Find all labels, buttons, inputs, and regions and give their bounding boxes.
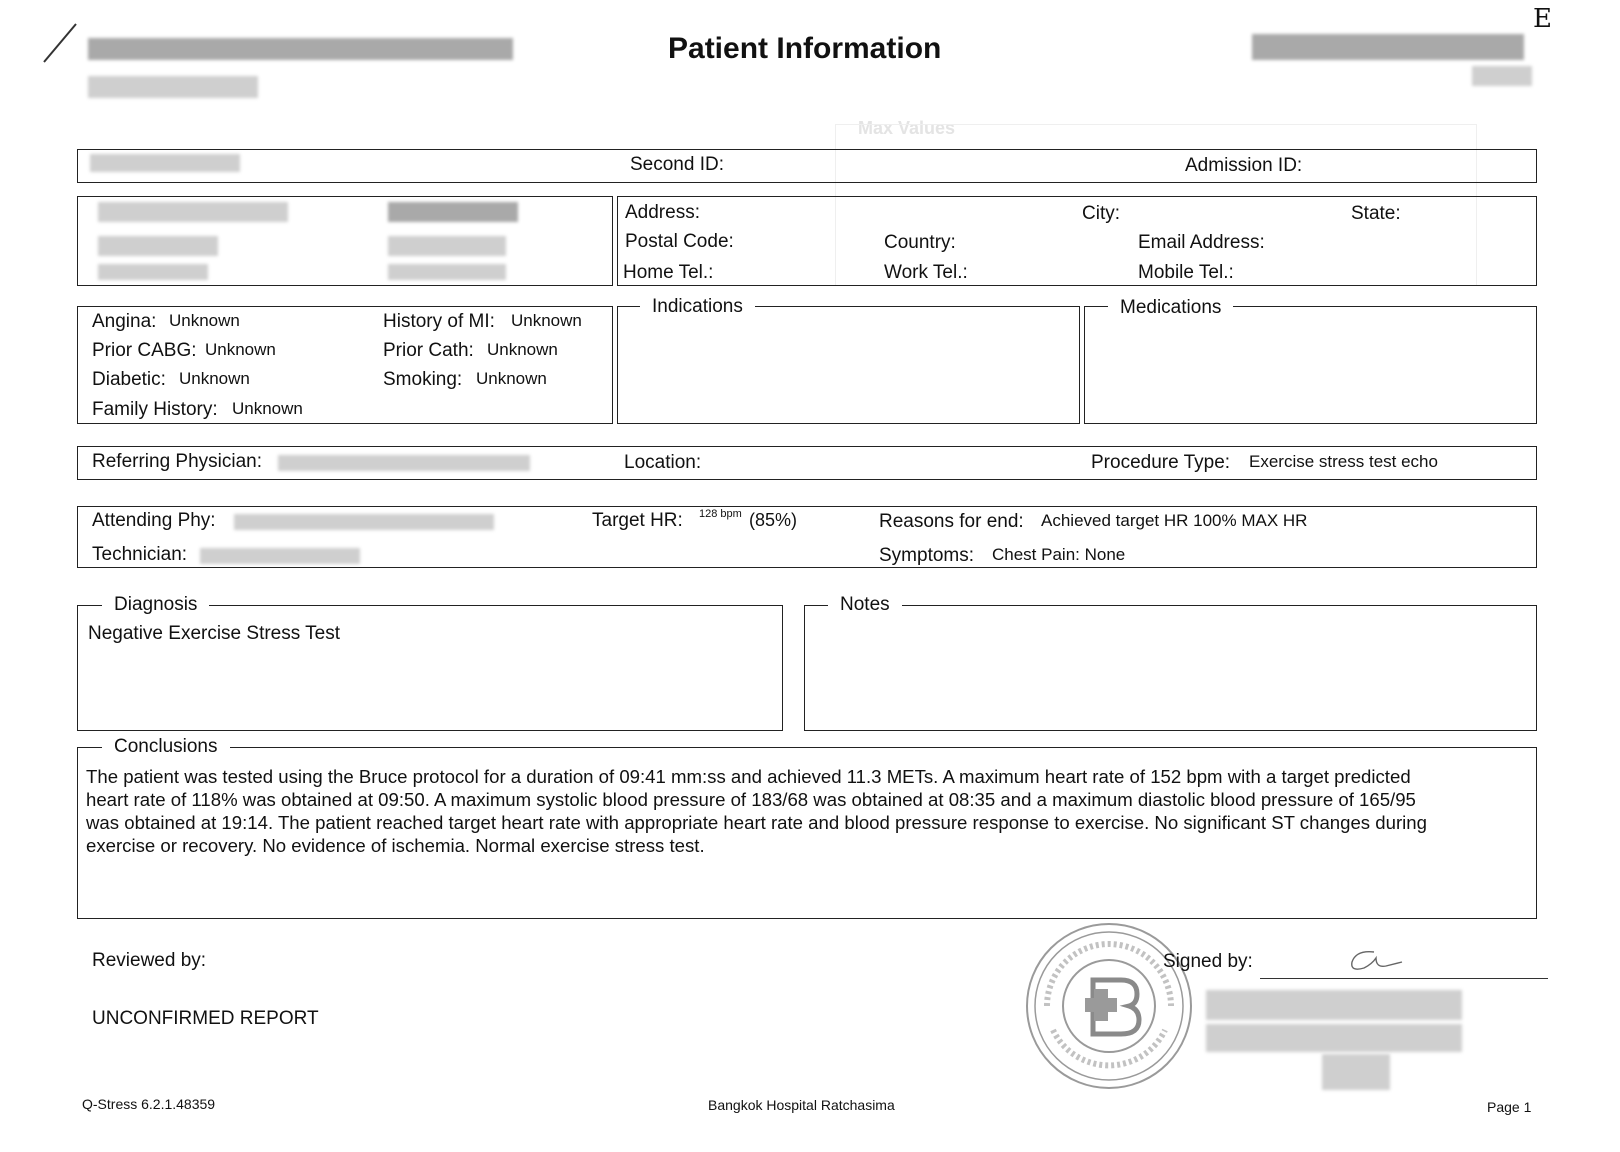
- redacted-technician: [200, 548, 360, 564]
- medications-box: [1084, 306, 1537, 424]
- prior-cabg-label: Prior CABG:: [92, 340, 197, 361]
- country-label: Country:: [884, 232, 956, 253]
- prior-cath-value: Unknown: [487, 340, 558, 359]
- history-of-mi-label: History of MI:: [383, 311, 495, 332]
- technician-label: Technician:: [92, 544, 188, 565]
- handwritten-corner-mark: E: [1533, 4, 1552, 34]
- conclusions-line: was obtained at 19:14. The patient reached target heart rate with appropriate heart rate and blood pressure response to exercise. No significant ST changes during: [86, 812, 1427, 833]
- redacted-referring-physician: [278, 455, 530, 471]
- redacted-attending-physician: [234, 514, 494, 530]
- angina-label: Angina:: [92, 311, 157, 332]
- diabetic-label: Diabetic:: [92, 369, 166, 390]
- attending-phy-label: Attending Phy:: [92, 510, 216, 531]
- hospital-name: Bangkok Hospital Ratchasima: [708, 1097, 895, 1113]
- location-label: Location:: [624, 452, 702, 473]
- handwritten-signature: [1346, 944, 1406, 976]
- email-address-label: Email Address:: [1138, 232, 1265, 253]
- diabetic-value: Unknown: [179, 369, 250, 388]
- report-status: UNCONFIRMED REPORT: [92, 1008, 319, 1029]
- redacted-header-right-2: [1472, 66, 1532, 86]
- indications-title: Indications: [640, 296, 755, 318]
- referring-physician-label: Referring Physician:: [92, 451, 263, 472]
- redacted-demographics-3: [98, 264, 208, 280]
- signature-line: [1260, 978, 1548, 979]
- reviewed-by-label: Reviewed by:: [92, 950, 207, 971]
- address-label: Address:: [625, 202, 700, 223]
- target-hr-percent: (85%): [749, 510, 798, 530]
- reasons-for-end-value: Achieved target HR 100% MAX HR: [1041, 511, 1308, 530]
- state-label: State:: [1351, 203, 1401, 224]
- medications-title: Medications: [1108, 297, 1233, 319]
- show-through-heading: Max Values: [858, 118, 956, 138]
- diagnosis-title: Diagnosis: [102, 594, 209, 616]
- conclusions-line: exercise or recovery. No evidence of ischemia. Normal exercise stress test.: [86, 835, 705, 856]
- redacted-demographics-5: [388, 236, 506, 256]
- redacted-patient-name-1: [88, 38, 513, 60]
- redacted-patient-name-2: [88, 76, 258, 98]
- redacted-header-right-1: [1252, 34, 1524, 60]
- diagnosis-text: Negative Exercise Stress Test: [88, 623, 341, 644]
- admission-id-label: Admission ID:: [1185, 155, 1303, 176]
- family-history-value: Unknown: [232, 399, 303, 418]
- hospital-seal-stamp: [1023, 920, 1195, 1092]
- prior-cath-label: Prior Cath:: [383, 340, 474, 361]
- redacted-demographics-6: [388, 264, 506, 280]
- second-id-label: Second ID:: [630, 154, 724, 175]
- redacted-demographics-4: [388, 202, 518, 222]
- indications-box: [617, 306, 1080, 424]
- redacted-demographics-2: [98, 236, 218, 256]
- symptoms-value: Chest Pain: None: [992, 545, 1126, 564]
- smoking-label: Smoking:: [383, 369, 463, 390]
- conclusions-text: [86, 765, 1526, 857]
- redacted-demographics-1: [98, 202, 288, 222]
- city-label: City:: [1082, 203, 1120, 224]
- page-number: Page 1: [1487, 1099, 1532, 1115]
- mobile-tel-label: Mobile Tel.:: [1138, 262, 1234, 283]
- notes-box: [804, 605, 1537, 731]
- work-tel-label: Work Tel.:: [884, 262, 968, 283]
- conclusions-title: Conclusions: [102, 736, 230, 758]
- symptoms-label: Symptoms:: [879, 545, 975, 566]
- notes-title: Notes: [828, 594, 902, 616]
- signed-by-label: Signed by:: [1163, 951, 1253, 972]
- conclusions-line: The patient was tested using the Bruce protocol for a duration of 09:41 mm:ss and achieved 11.3 METs. A maximum heart rate of 152 bpm with a target predicted: [86, 766, 1411, 787]
- smoking-value: Unknown: [476, 369, 547, 388]
- software-version: Q-Stress 6.2.1.48359: [82, 1096, 216, 1112]
- redacted-signer-2: [1206, 1024, 1462, 1052]
- redacted-patient-id: [90, 154, 240, 172]
- target-hr-bpm: 128 bpm: [699, 508, 742, 520]
- family-history-label: Family History:: [92, 399, 218, 420]
- page-title: Patient Information: [668, 32, 942, 65]
- procedure-type-label: Procedure Type:: [1091, 452, 1231, 473]
- target-hr-label: Target HR:: [592, 510, 683, 531]
- prior-cabg-value: Unknown: [205, 340, 276, 359]
- id-row-box: [77, 149, 1537, 183]
- history-of-mi-value: Unknown: [511, 311, 582, 330]
- pen-stroke-mark: [40, 18, 80, 66]
- reasons-for-end-label: Reasons for end:: [879, 511, 1024, 532]
- postal-code-label: Postal Code:: [625, 231, 734, 252]
- redacted-signer-3: [1322, 1054, 1390, 1090]
- home-tel-label: Home Tel.:: [623, 262, 714, 283]
- redacted-signer-1: [1206, 990, 1462, 1020]
- procedure-type-value: Exercise stress test echo: [1249, 452, 1438, 471]
- angina-value: Unknown: [169, 311, 240, 330]
- conclusions-line: heart rate of 118% was obtained at 09:50. A maximum systolic blood pressure of 183/68 was obtained at 08:35 and a maximum diastolic blood pressure of 165/95: [86, 789, 1416, 810]
